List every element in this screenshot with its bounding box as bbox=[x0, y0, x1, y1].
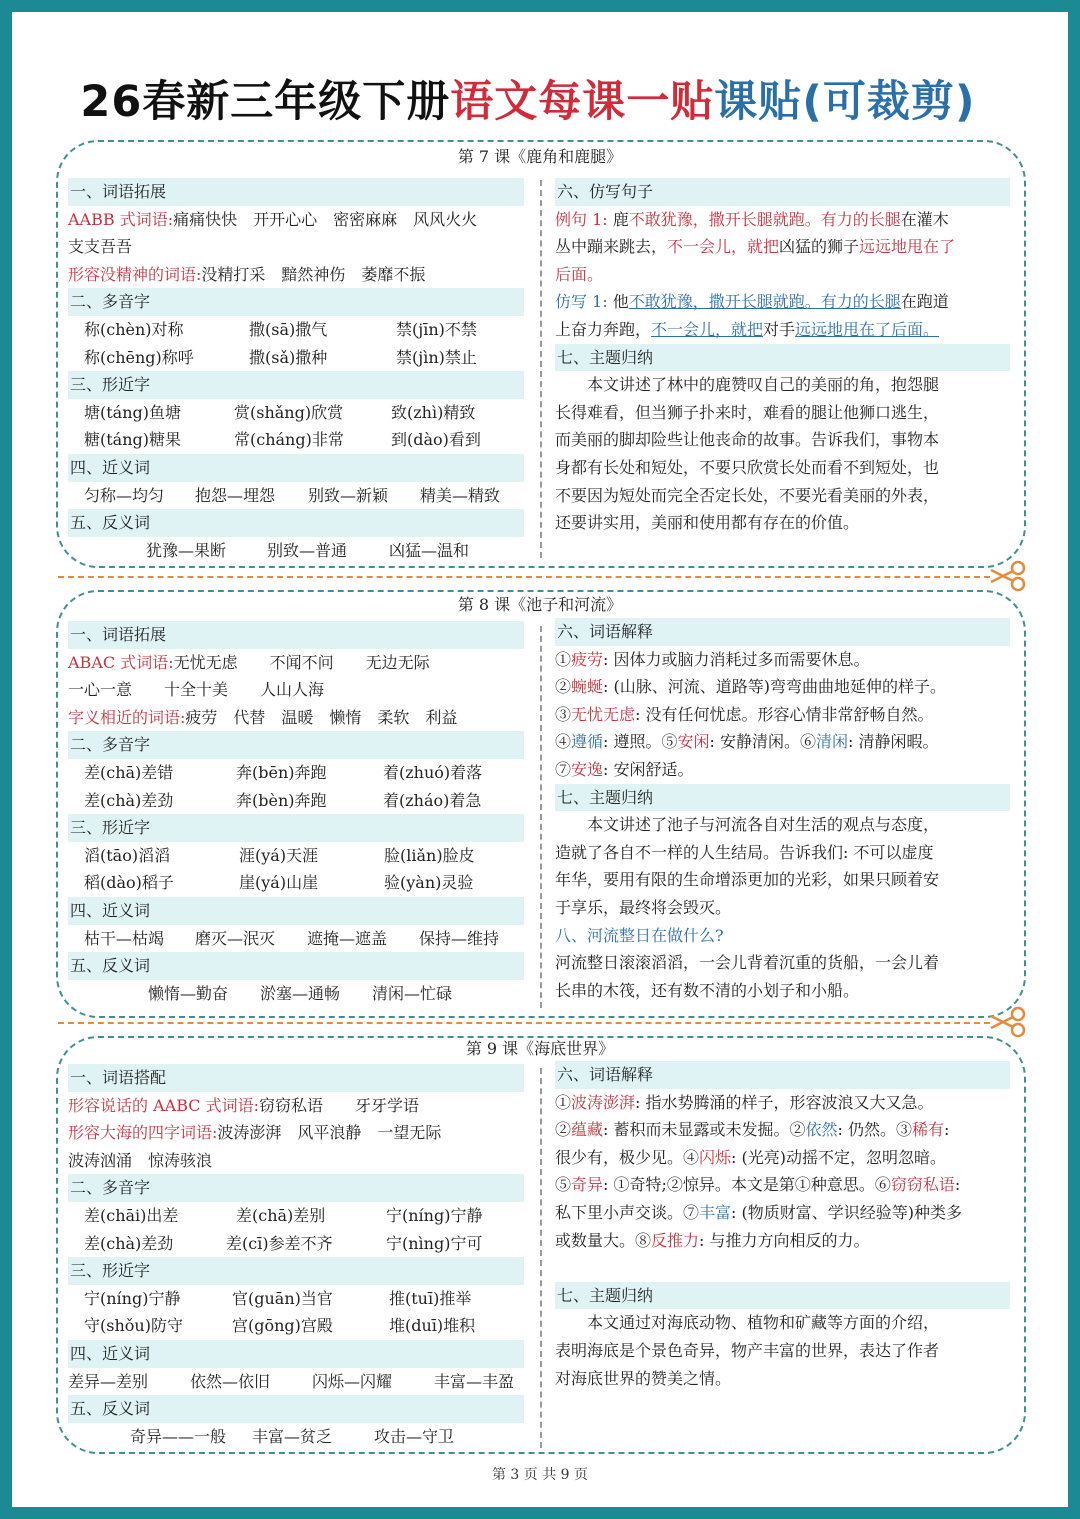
definition-line: 私下里小声交谈。⑦丰富: (物质财富、学识经验等)种类多 bbox=[555, 1202, 962, 1222]
river-line: 河流整日滚滚滔滔，一会儿背着沉重的货船，一会儿着 bbox=[555, 953, 940, 973]
title-part-3: 课贴(可裁剪) bbox=[714, 77, 976, 127]
polyphone-row: 差(chà)差劲 奔(bèn)奔跑 着(zháo)着急 bbox=[84, 790, 482, 810]
section-heading: 六、词语解释 bbox=[555, 618, 1010, 646]
section-heading: 六、词语解释 bbox=[555, 1061, 1010, 1089]
section-heading: 七、主题归纳 bbox=[555, 1282, 1010, 1310]
theme-line: 不要因为短处而完全否定长处，不要光看美丽的外表， bbox=[555, 485, 940, 505]
imitation-line: 上奋力奔跑，不一会儿，就把对手远远地甩在了后面。 bbox=[555, 319, 940, 339]
section-heading: 一、词语搭配 bbox=[68, 1064, 524, 1092]
talk-line: 形容说话的 AABC 式词语:窃窃私语 牙牙学语 bbox=[68, 1095, 419, 1115]
definition-line: ②蜿蜒: (山脉、河流、道路等)弯弯曲曲地延伸的样子。 bbox=[555, 677, 946, 697]
column-divider bbox=[540, 1068, 542, 1448]
similar-row: 塘(táng)鱼塘 赏(shǎng)欣赏 致(zhì)精致 bbox=[84, 402, 476, 422]
theme-line: 本文讲述了池子与河流各自对生活的观点与态度， bbox=[555, 815, 940, 835]
lesson-7-right bbox=[555, 178, 1010, 537]
section-heading: 七、主题归纳 bbox=[555, 344, 1010, 372]
example-line: 丛中蹦来跳去，不一会儿，就把凶猛的狮子远远地甩在了 bbox=[555, 237, 956, 257]
section-heading: 四、近义词 bbox=[68, 897, 524, 925]
similar-row: 守(shǒu)防守 宫(gōng)宫殿 堆(duī)堆积 bbox=[84, 1316, 476, 1336]
section-heading: 三、形近字 bbox=[68, 814, 524, 842]
section-heading: 五、反义词 bbox=[68, 509, 524, 537]
column-divider bbox=[540, 626, 542, 1008]
section-heading: 二、多音字 bbox=[68, 288, 524, 316]
lesson-7-title: 第 7 课《鹿角和鹿腿》 bbox=[0, 146, 1080, 168]
polyphone-row: 差(chà)差劲 差(cī)参差不齐 宁(nìng)宁可 bbox=[84, 1233, 483, 1253]
title-part-1: 26春新三年级下册 bbox=[80, 77, 451, 127]
similar-row: 糖(táng)糖果 常(cháng)非常 到(dào)看到 bbox=[84, 430, 481, 450]
theme-line: 对海底世界的赞美之情。 bbox=[555, 1368, 732, 1388]
page-title bbox=[0, 74, 1056, 130]
spacer bbox=[555, 1254, 1010, 1282]
lesson-8-title: 第 8 课《池子和河流》 bbox=[0, 594, 1080, 616]
similar-row: 滔(tāo)滔滔 涯(yá)天涯 脸(liǎn)脸皮 bbox=[84, 845, 475, 865]
section-heading: 五、反义词 bbox=[68, 1395, 524, 1423]
cut-line bbox=[58, 1022, 990, 1024]
river-line: 长串的木筏，还有数不清的小划子和小船。 bbox=[555, 980, 860, 1000]
question-heading: 八、河流整日在做什么? bbox=[555, 925, 724, 945]
section-heading: 三、形近字 bbox=[68, 371, 524, 399]
section-heading: 四、近义词 bbox=[68, 1340, 524, 1368]
polyphone-row: 差(chāi)出差 差(chā)差别 宁(níng)宁静 bbox=[84, 1205, 483, 1225]
meaning-line: 字义相近的词语:疲劳 代替 温暖 懒惰 柔软 利益 bbox=[68, 707, 458, 727]
theme-line: 年华，要用有限的生命增添更加的光彩，如果只顾着安 bbox=[555, 870, 940, 890]
section-heading: 四、近义词 bbox=[68, 454, 524, 482]
abac-line: ABAC 式词语:无忧无虑 不闻不问 无边无际 bbox=[68, 652, 430, 672]
similar-row: 宁(níng)宁静 官(guān)当官 推(tuī)推举 bbox=[84, 1288, 472, 1308]
section-heading: 五、反义词 bbox=[68, 952, 524, 980]
definition-line: 很少有，极少见。④闪烁: (光亮)动摇不定，忽明忽暗。 bbox=[555, 1147, 946, 1167]
definition-line: ④遵循: 遵照。⑤安闲: 安静清闲。⑥清闲: 清静闲暇。 bbox=[555, 732, 939, 752]
sea-line: 形容大海的四字词语:波涛澎湃 风平浪静 一望无际 bbox=[68, 1123, 442, 1143]
theme-line: 而美丽的脚却险些让他丧命的故事。告诉我们，事物本 bbox=[555, 430, 940, 450]
theme-line: 身都有长处和短处，不要只欣赏长处而看不到短处，也 bbox=[555, 457, 940, 477]
lesson-8-left bbox=[68, 621, 524, 1007]
section-heading: 三、形近字 bbox=[68, 1257, 524, 1285]
section-heading: 六、仿写句子 bbox=[555, 178, 1010, 206]
section-heading: 一、词语拓展 bbox=[68, 621, 524, 649]
column-divider bbox=[540, 180, 542, 558]
definition-line: ①疲劳: 因体力或脑力消耗过多而需要休息。 bbox=[555, 649, 870, 669]
theme-line: 还要讲实用，美丽和使用都有存在的价值。 bbox=[555, 513, 860, 533]
aabb-cont: 支支吾吾 bbox=[68, 237, 133, 257]
theme-line: 本文讲述了林中的鹿赞叹自己的美丽的角，抱怨腿 bbox=[555, 375, 940, 395]
definition-line: 或数量大。⑧反推力: 与推力方向相反的力。 bbox=[555, 1230, 870, 1250]
example-line: 后面。 bbox=[555, 264, 604, 284]
lesson-9-left bbox=[68, 1064, 524, 1450]
polyphone-row: 称(chèn)对称 撒(sā)撒气 禁(jīn)不禁 bbox=[84, 319, 477, 339]
section-heading: 七、主题归纳 bbox=[555, 784, 1010, 812]
aabb-line: AABB 式词语:痛痛快快 开开心心 密密麻麻 风风火火 bbox=[68, 209, 478, 229]
section-heading: 二、多音字 bbox=[68, 731, 524, 759]
definition-line: ⑦安逸: 安闲舒适。 bbox=[555, 759, 694, 779]
mood-line: 形容没精神的词语:没精打采 黯然神伤 萎靡不振 bbox=[68, 264, 426, 284]
polyphone-row: 称(chēng)称呼 撒(sǎ)撒种 禁(jìn)禁止 bbox=[84, 347, 477, 367]
synonym-row: 差异—差别 依然—依旧 闪烁—闪耀 丰富—丰盈 bbox=[68, 1371, 515, 1391]
lesson-7-left bbox=[68, 178, 524, 564]
section-heading: 一、词语拓展 bbox=[68, 178, 524, 206]
synonym-row: 枯干—枯竭 磨灭—泯灭 遮掩—遮盖 保持—维持 bbox=[84, 928, 500, 948]
lesson-9-title: 第 9 课《海底世界》 bbox=[0, 1038, 1080, 1060]
synonym-row: 匀称—均匀 抱怨—埋怨 别致—新颖 精美—精致 bbox=[84, 485, 501, 505]
theme-line: 表明海底是个景色奇异，物产丰富的世界，表达了作者 bbox=[555, 1340, 940, 1360]
definition-line: ⑤奇异: ①奇特;②惊异。本文是第①种意思。⑥窃窃私语: bbox=[555, 1175, 961, 1195]
theme-line: 于享乐，最终将会毁灭。 bbox=[555, 897, 732, 917]
cut-line bbox=[58, 576, 990, 578]
imitation-line: 仿写 1: 他不敢犹豫，撒开长腿就跑。有力的长腿在跑道 bbox=[555, 292, 949, 312]
lesson-9-right bbox=[555, 1061, 1010, 1392]
sea-cont: 波涛汹涌 惊涛骇浪 bbox=[68, 1150, 213, 1170]
scissors-icon bbox=[988, 560, 1028, 592]
theme-line: 造就了各自不一样的人生结局。告诉我们: 不可以虚度 bbox=[555, 842, 934, 862]
antonym-row: 奇异——一般 丰富—贫乏 攻击—守卫 bbox=[130, 1426, 455, 1446]
antonym-row: 犹豫—果断 别致—普通 凶猛—温和 bbox=[146, 540, 470, 560]
theme-line: 长得难看，但当狮子扑来时，难看的腿让他狮口逃生， bbox=[555, 402, 940, 422]
polyphone-row: 差(chā)差错 奔(bēn)奔跑 着(zhuó)着落 bbox=[84, 762, 483, 782]
definition-line: ①波涛澎湃: 指水势腾涌的样子，形容波浪又大又急。 bbox=[555, 1092, 934, 1112]
definition-line: ③无忧无虑: 没有任何忧虑。形容心情非常舒畅自然。 bbox=[555, 704, 934, 724]
title-part-2: 语文每课一贴 bbox=[450, 77, 715, 127]
antonym-row: 懒惰—勤奋 淤塞—通畅 清闲—忙碌 bbox=[148, 983, 453, 1003]
example-line: 例句 1: 鹿不敢犹豫，撒开长腿就跑。有力的长腿在灌木 bbox=[555, 209, 949, 229]
page-number: 第 3 页 共 9 页 bbox=[491, 1467, 589, 1483]
definition-line: ②蕴藏: 蓄积而未显露或未发掘。②依然: 仍然。③稀有: bbox=[555, 1120, 950, 1140]
section-heading: 二、多音字 bbox=[68, 1174, 524, 1202]
abac-cont: 一心一意 十全十美 人山人海 bbox=[68, 680, 325, 700]
lesson-8-right bbox=[555, 618, 1010, 1004]
scissors-icon bbox=[988, 1006, 1028, 1038]
similar-row: 稻(dào)稻子 崖(yá)山崖 验(yàn)灵验 bbox=[84, 873, 474, 893]
theme-line: 本文通过对海底动物、植物和矿藏等方面的介绍， bbox=[555, 1313, 940, 1333]
